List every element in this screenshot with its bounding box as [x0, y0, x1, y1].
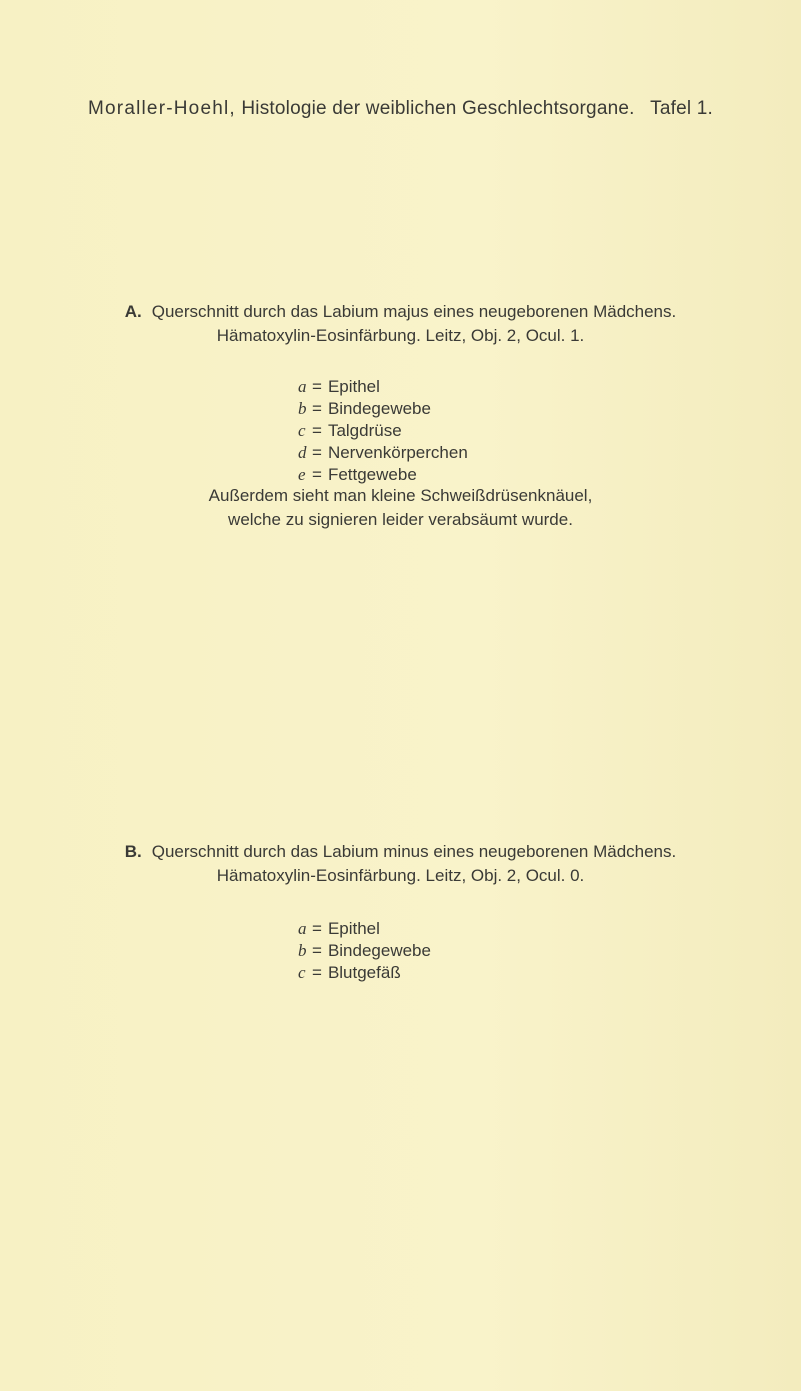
section-a-note-line1: Außerdem sieht man kleine Schweißdrüsenknäuel, — [208, 486, 593, 505]
legend-value: Bindegewebe — [327, 941, 431, 960]
legend-row — [298, 918, 431, 940]
legend-row — [298, 464, 468, 486]
section-b-caption-text: Querschnitt durch das Labium minus eines neugeborenen Mädchens. — [151, 842, 677, 861]
legend-value: Fettgewebe — [327, 465, 417, 484]
legend-key: b — [298, 941, 307, 960]
legend-key: a — [298, 919, 307, 938]
legend-value: Nervenkörperchen — [327, 443, 468, 462]
legend-row — [298, 420, 468, 442]
section-b-caption — [0, 840, 801, 888]
section-b-caption-line2: Hämatoxylin-Eosinfärbung. Leitz, Obj. 2, Ocul. 0. — [216, 866, 585, 885]
section-a-caption — [0, 300, 801, 348]
header-authors: Moraller-Hoehl, — [88, 98, 236, 119]
header-plate-number: Tafel 1. — [650, 98, 713, 119]
section-a-caption-line1 — [0, 300, 801, 324]
legend-key: c — [298, 421, 306, 440]
legend-key: a — [298, 377, 307, 396]
legend-row — [298, 376, 468, 398]
legend-row — [298, 442, 468, 464]
header-left — [88, 98, 635, 120]
legend-value: Epithel — [327, 919, 380, 938]
legend-equals: = — [312, 919, 322, 938]
legend-value: Epithel — [327, 377, 380, 396]
section-a-note — [0, 484, 801, 532]
section-a-caption-line2: Hämatoxylin-Eosinfärbung. Leitz, Obj. 2, Ocul. 1. — [216, 326, 585, 345]
section-a-legend — [298, 376, 468, 486]
legend-row — [298, 962, 431, 984]
legend-key: e — [298, 465, 306, 484]
header-title: Histologie der weiblichen Geschlechtsorgane. — [241, 98, 635, 119]
legend-key: d — [298, 443, 307, 462]
section-b-letter: B. — [124, 842, 142, 861]
legend-value: Talgdrüse — [327, 421, 402, 440]
legend-equals: = — [312, 377, 322, 396]
legend-key: b — [298, 399, 307, 418]
legend-equals: = — [312, 421, 322, 440]
section-a-note-line2: welche zu signieren leider verabsäumt wurde. — [228, 510, 573, 529]
legend-row — [298, 398, 468, 420]
section-b-legend — [298, 918, 431, 984]
legend-equals: = — [312, 399, 322, 418]
legend-value: Blutgefäß — [327, 963, 401, 982]
legend-equals: = — [312, 941, 322, 960]
page-header — [88, 98, 713, 124]
legend-value: Bindegewebe — [327, 399, 431, 418]
section-b-caption-line1 — [0, 840, 801, 864]
section-a-caption-text: Querschnitt durch das Labium majus eines neugeborenen Mädchens. — [151, 302, 677, 321]
legend-key: c — [298, 963, 306, 982]
section-a-letter: A. — [124, 302, 142, 321]
legend-equals: = — [312, 963, 322, 982]
legend-row — [298, 940, 431, 962]
legend-equals: = — [312, 443, 322, 462]
legend-equals: = — [312, 465, 322, 484]
